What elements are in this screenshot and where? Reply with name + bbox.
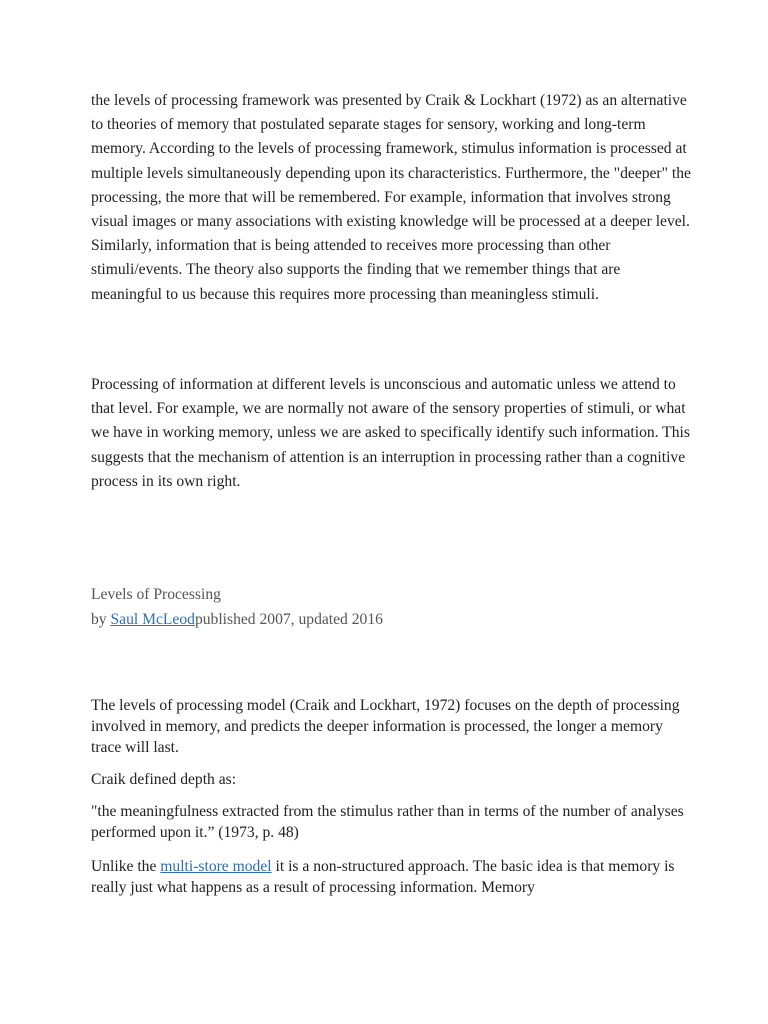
depth-quote: "the meaningfulness extracted from the stimulus rather than in terms of the number of analyses performed upon it.” (1973, p. 48) — [91, 803, 684, 841]
model-paragraph: The levels of processing model (Craik and Lockhart, 1972) focuses on the depth of processing involved in memory, and predicts the deeper information is processed, the longer a memory trace will last. — [91, 697, 680, 756]
author-link[interactable]: Saul McLeod — [110, 611, 195, 628]
byline-prefix: by — [91, 611, 111, 628]
depth-definition-intro: Craik defined depth as: — [91, 771, 237, 788]
multi-store-model-link[interactable]: multi-store model — [160, 858, 272, 875]
publish-info: published 2007, updated 2016 — [194, 611, 383, 628]
intro-paragraph: the levels of processing framework was presented by Craik & Lockhart (1972) as an alternative to theories of memory that postulated separate stages for sensory, working and long-term memory. According to the levels of processing framework, stimulus information is processed at multiple levels simultaneously depending upon its characteristics. Furthermore, the "deeper" the processing, the more that will be remembered. For example, information that involves strong visual images or many associations with existing knowledge will be processed at a deeper level. Similarly, information that is being attended to receives more processing than other stimuli/events. The theory also supports the finding that we remember things that are meaningful to us because this requires more processing than meaningless stimuli. — [91, 92, 691, 303]
multi-store-prefix: Unlike the — [91, 858, 161, 875]
article-title: Levels of Processing — [91, 586, 221, 603]
multi-store-suffix: it is a non-structured approach. The basic idea is that memory is really just what happens as a result of processing information. Memory — [91, 858, 675, 896]
article-byline — [91, 608, 383, 632]
multi-store-paragraph — [91, 856, 691, 898]
attention-paragraph: Processing of information at different levels is unconscious and automatic unless we attend to that level. For example, we are normally not aware of the sensory properties of stimuli, or what we have in working memory, unless we are asked to specifically identify such information. This suggests that the mechanism of attention is an interruption in processing rather than a cognitive process in its own right. — [91, 376, 690, 490]
